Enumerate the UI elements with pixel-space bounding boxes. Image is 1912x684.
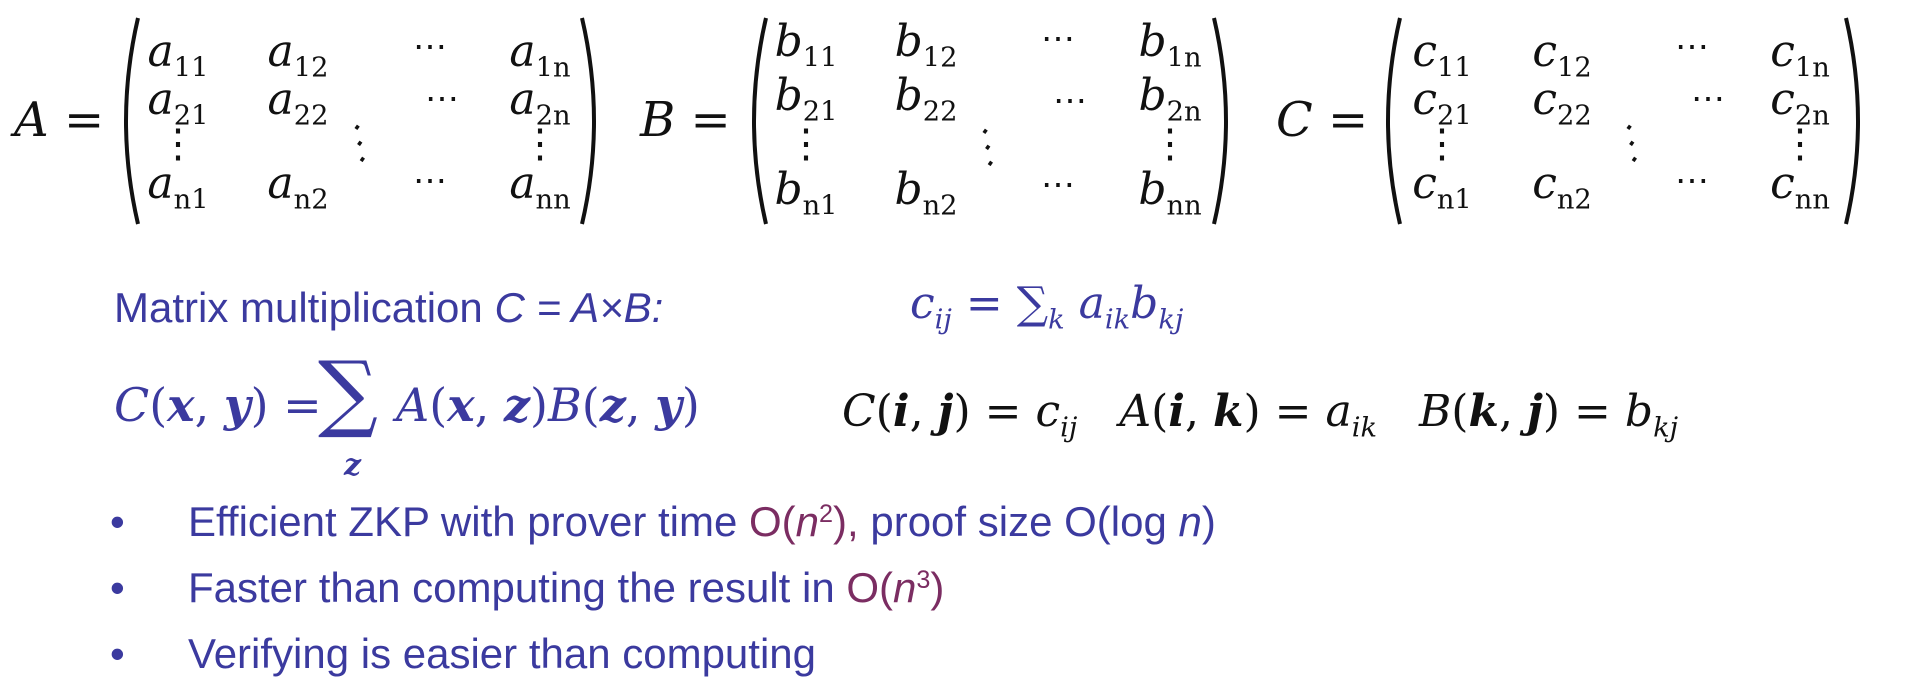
sum-sign-icon: ∑ bbox=[318, 343, 378, 441]
vdots: ⋮ bbox=[786, 121, 826, 167]
hdots: ⋯ bbox=[1691, 79, 1725, 119]
vdots: ⋮ bbox=[158, 121, 198, 167]
section-heading bbox=[114, 284, 663, 332]
hdots: ⋯ bbox=[1041, 165, 1075, 205]
matrix-a-entries bbox=[130, 8, 571, 233]
hdots: ⋯ bbox=[1675, 27, 1709, 67]
entry-bnn: $b_{nn}$ bbox=[1138, 164, 1202, 222]
right-paren-icon bbox=[1210, 16, 1240, 226]
entry-b21: $b_{21}$ bbox=[774, 70, 838, 128]
bullet-text: Faster than computing the result in $O(n^3)$ bbox=[188, 564, 945, 611]
entry-a21: $a_{21}$ bbox=[147, 74, 209, 132]
bullet-icon: • bbox=[110, 564, 125, 611]
heading-text: Matrix multiplication bbox=[114, 284, 495, 331]
entry-bn2: $b_{n2}$ bbox=[894, 164, 958, 222]
entry-bn1: $b_{n1}$ bbox=[774, 164, 838, 222]
entry-cn2: $c_{n2}$ bbox=[1532, 158, 1592, 216]
vdots: ⋮ bbox=[520, 121, 560, 167]
entry-c22: $c_{22}$ bbox=[1532, 74, 1592, 132]
entry-a22: $a_{22}$ bbox=[267, 74, 329, 132]
vdots: ⋮ bbox=[1150, 121, 1190, 167]
hdots: ⋯ bbox=[413, 161, 447, 201]
entry-b12: $b_{12}$ bbox=[894, 16, 958, 74]
sum-formula: C(x, y) = bbox=[114, 378, 322, 432]
bullet-text: Efficient ZKP with prover time $O(n^2)$, proof size O(log n) bbox=[188, 498, 1216, 545]
hdots: ⋯ bbox=[413, 27, 447, 67]
right-paren-icon bbox=[1842, 16, 1872, 226]
entry-a1n: $a_{1n}$ bbox=[509, 26, 571, 84]
vdots: ⋮ bbox=[1422, 121, 1462, 167]
entry-c21: $c_{21}$ bbox=[1412, 74, 1472, 132]
mapping-formula: C(i, $j) = c_{ij}$ A(i, $k) = a_{ik}$ B(k, $j) = b_{kj}$ bbox=[842, 386, 1679, 444]
matrix-c-label: C = bbox=[1276, 92, 1369, 148]
hdots: ⋯ bbox=[1041, 19, 1075, 59]
entry-c12: $c_{12}$ bbox=[1532, 26, 1592, 84]
hdots: ⋯ bbox=[1675, 161, 1709, 201]
entry-b22: $b_{22}$ bbox=[894, 70, 958, 128]
bullet-icon: • bbox=[110, 498, 125, 545]
entry-ann: $a_{nn}$ bbox=[509, 158, 571, 216]
entry-cnn: $c_{nn}$ bbox=[1770, 158, 1830, 216]
hdots: ⋯ bbox=[1053, 81, 1087, 121]
entry-b1n: $b_{1n}$ bbox=[1138, 16, 1202, 74]
entry-b11: $b_{11}$ bbox=[774, 16, 838, 74]
matrix-a-label: A = bbox=[14, 92, 105, 148]
hdots: ⋯ bbox=[425, 79, 459, 119]
bullet-text: Verifying is easier than computing bbox=[188, 630, 817, 677]
entry-an1: $a_{n1}$ bbox=[147, 158, 209, 216]
heading-formula: C = A×B: bbox=[494, 284, 664, 331]
entry-b2n: $b_{2n}$ bbox=[1138, 70, 1202, 128]
entry-a12: $a_{12}$ bbox=[267, 26, 329, 84]
entry-c1n: $c_{1n}$ bbox=[1770, 26, 1830, 84]
entry-c11: $c_{11}$ bbox=[1412, 26, 1472, 84]
entry-c2n: $c_{2n}$ bbox=[1770, 74, 1830, 132]
right-paren-icon bbox=[578, 16, 608, 226]
sum-index: z bbox=[344, 448, 362, 483]
entry-an2: $a_{n2}$ bbox=[267, 158, 329, 216]
entry-cn1: $c_{n1}$ bbox=[1412, 158, 1472, 216]
cij-formula: $c_{ij} = \sum_k$ $a_{ik}b_{kj}$ bbox=[910, 278, 1184, 336]
sum-formula-rhs: A(x, z)B(z, y) bbox=[396, 378, 700, 432]
entry-a2n: $a_{2n}$ bbox=[509, 74, 571, 132]
ddots: ⋱ bbox=[962, 120, 1014, 174]
ddots: ⋱ bbox=[1606, 116, 1658, 170]
matrix-c-entries bbox=[1392, 8, 1830, 233]
matrix-b-entries bbox=[758, 8, 1202, 233]
bullet-icon: • bbox=[110, 630, 125, 677]
entry-a11: $a_{11}$ bbox=[147, 26, 209, 84]
matrix-b-label: B = bbox=[640, 92, 731, 148]
ddots: ⋱ bbox=[334, 116, 386, 170]
vdots: ⋮ bbox=[1780, 121, 1820, 167]
